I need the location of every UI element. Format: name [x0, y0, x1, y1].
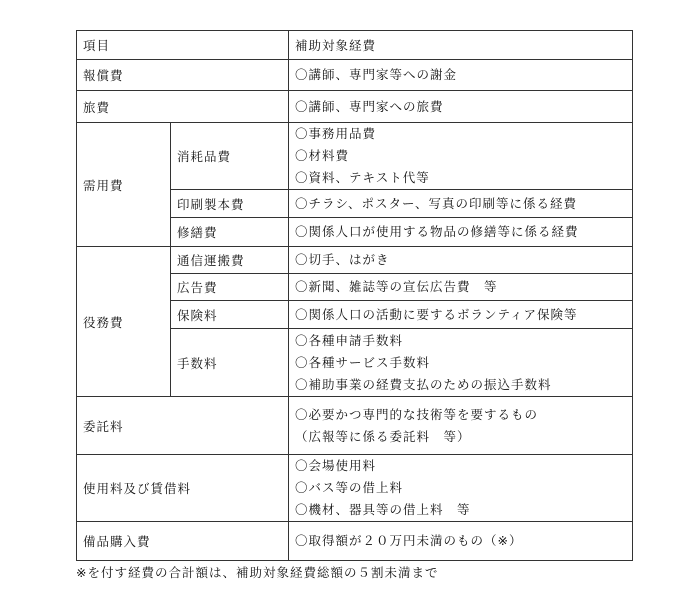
- detail-line: 〇取得額が２０万円未満のもの（※）: [295, 533, 523, 548]
- expense-table: [76, 30, 633, 561]
- category-cell: 需用費: [77, 123, 171, 247]
- detail-line: 〇各種サービス手数料: [295, 354, 431, 370]
- detail-line: 〇関係人口が使用する物品の修繕等に係る経費: [295, 224, 579, 239]
- detail-cell: [289, 218, 633, 247]
- table-row: [77, 247, 633, 274]
- table-row: [77, 91, 633, 123]
- detail-cell: [289, 522, 633, 561]
- category-cell: 委託料: [77, 397, 289, 455]
- table-header-row: [77, 31, 633, 60]
- detail-line: 〇新聞、雑誌等の宣伝広告費 等: [295, 279, 498, 294]
- category-cell: 役務費: [77, 247, 171, 397]
- category-cell: 使用料及び賃借料: [77, 455, 289, 522]
- subcategory-cell: 手数料: [171, 329, 289, 397]
- footnote: ※を付す経費の合計額は、補助対象経費総額の５割未満まで: [76, 565, 439, 580]
- detail-line: 〇チラシ、ポスター、写真の印刷等に係る経費: [295, 195, 578, 211]
- category-cell: 備品購入費: [77, 522, 289, 561]
- detail-cell: [289, 247, 633, 274]
- detail-cell: [289, 190, 633, 218]
- header-item: 項目: [77, 31, 289, 60]
- detail-cell: [289, 301, 633, 329]
- subcategory-cell: 消耗品費: [171, 123, 289, 190]
- subcategory-cell: 修繕費: [171, 218, 289, 247]
- table-row: [77, 60, 633, 91]
- detail-cell: [289, 274, 633, 301]
- detail-line: 〇講師、専門家への旅費: [295, 98, 444, 114]
- detail-line: 〇各種申請手数料: [295, 332, 404, 348]
- detail-line: 〇材料費: [295, 148, 350, 163]
- detail-cell: [289, 455, 633, 522]
- detail-line: 〇必要かつ専門的な技術等を要するもの: [295, 406, 539, 422]
- detail-line: 〇機材、器具等の借上料 等: [295, 502, 471, 517]
- detail-line: 〇資料、テキスト代等: [295, 170, 430, 185]
- subcategory-cell: 印刷製本費: [171, 190, 289, 218]
- detail-line: （広報等に係る委託料 等）: [295, 428, 471, 444]
- detail-cell: [289, 60, 633, 91]
- detail-line: 〇補助事業の経費支払のための振込手数料: [295, 376, 552, 392]
- table-row: [77, 397, 633, 455]
- table-row: [77, 123, 633, 190]
- table-row: [77, 455, 633, 522]
- header-eligible-expenses: 補助対象経費: [289, 31, 633, 60]
- subcategory-cell: 通信運搬費: [171, 247, 289, 274]
- table-row: [77, 522, 633, 561]
- detail-line: 〇会場使用料: [295, 458, 377, 473]
- detail-line: 〇切手、はがき: [295, 252, 390, 267]
- detail-cell: [289, 397, 633, 455]
- detail-line: 〇バス等の借上料: [295, 480, 404, 495]
- detail-line: 〇関係人口の活動に要するボランティア保険等: [295, 306, 578, 322]
- detail-cell: [289, 329, 633, 397]
- detail-cell: [289, 123, 633, 190]
- detail-line: 〇事務用品費: [295, 126, 377, 141]
- subcategory-cell: 広告費: [171, 274, 289, 301]
- category-cell: 旅費: [77, 91, 289, 123]
- detail-line: 〇講師、専門家等への謝金: [295, 67, 458, 82]
- category-cell: 報償費: [77, 60, 289, 91]
- subcategory-cell: 保険料: [171, 301, 289, 329]
- detail-cell: [289, 91, 633, 123]
